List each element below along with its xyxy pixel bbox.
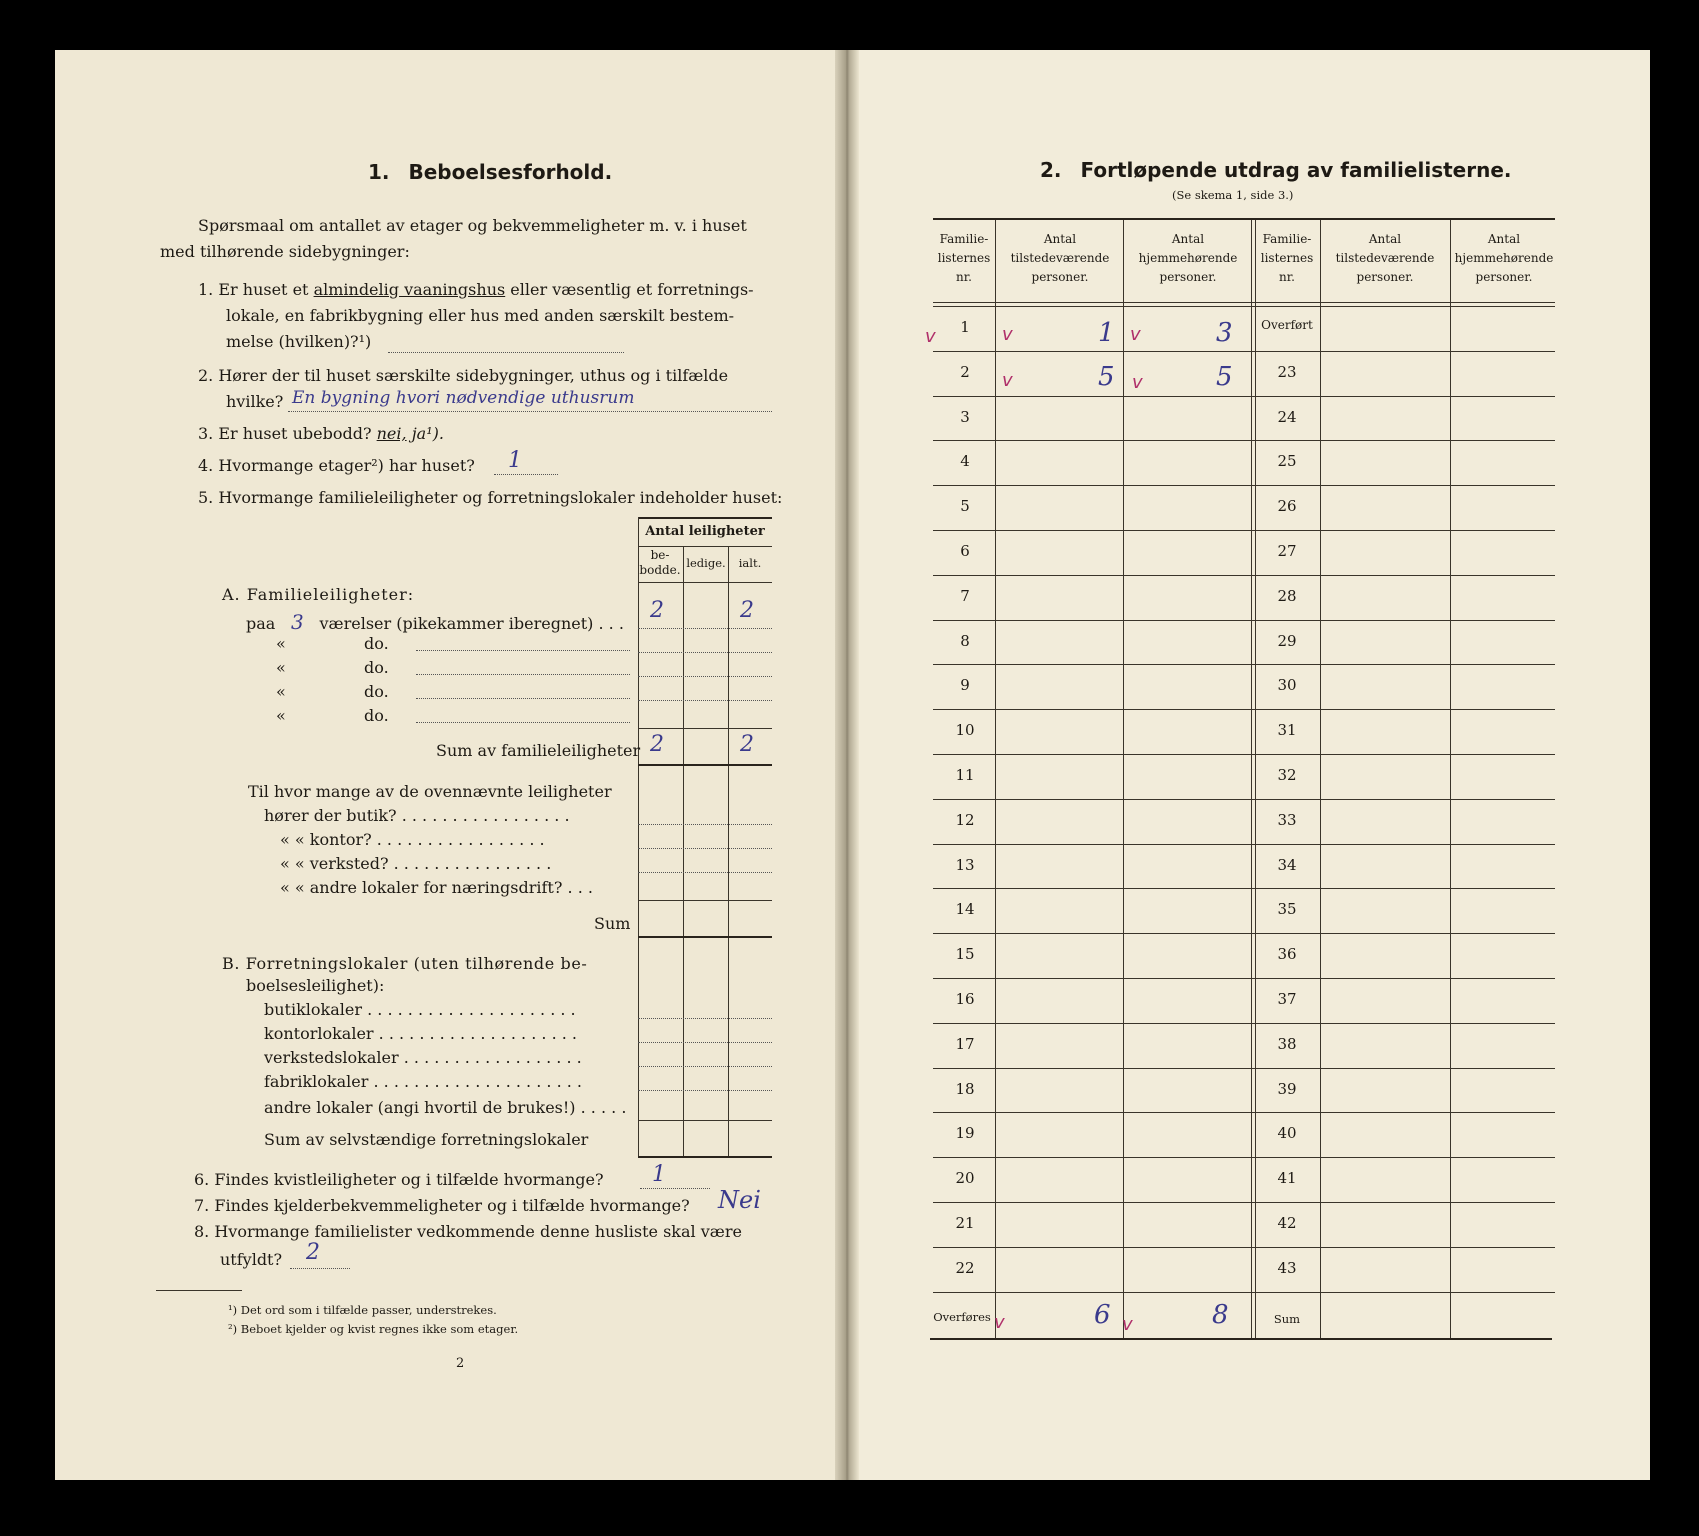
row-rule [933, 530, 1555, 531]
q3-option-nei: nei, [376, 424, 407, 443]
row-number-left: 16 [955, 990, 975, 1008]
question-1-line-3: melse (hvilken)?¹) [226, 332, 372, 351]
question-4: 4. Hvormange etager²) har huset? [198, 456, 475, 475]
row-number-right: 31 [1277, 721, 1297, 740]
row-number-left: 17 [955, 1034, 975, 1053]
a-row-3-dots [416, 674, 630, 675]
section-1-title [368, 160, 612, 184]
question-2-line-2: hvilke? [226, 392, 284, 411]
row-2-tilst-check: v [1002, 370, 1013, 391]
row-number-right: 28 [1277, 586, 1297, 605]
row-number-right: 24 [1277, 407, 1297, 426]
col-divider-4 [1320, 220, 1321, 1338]
row-number-right: 26 [1277, 497, 1297, 516]
q3-option-ja: ja¹). [411, 424, 444, 443]
a-sum-ialt-value: 2 [740, 732, 754, 757]
row-1-hjem-check: v [1130, 324, 1141, 345]
question-7: 7. Findes kjelderbekvemmeligheter og i tilfælde hvormange? [194, 1196, 690, 1215]
a-row-3-do: do. [364, 658, 389, 677]
kontor-rule [638, 848, 772, 849]
col-ledige: ledige. [686, 556, 726, 570]
b-butiklokaler: butiklokaler . . . . . . . . . . . . . . . . . . . . . [264, 1000, 576, 1019]
a-row-2-dots [416, 650, 630, 651]
row-2-hjem-check: v [1132, 372, 1143, 393]
b-row-2-rule [638, 1042, 772, 1043]
row-number-right: 38 [1277, 1034, 1297, 1053]
a-row-5-do: do. [364, 706, 389, 725]
q6-answer-line [640, 1188, 710, 1189]
row-number-left: 18 [955, 1079, 975, 1098]
b-fabriklokaler: fabriklokaler . . . . . . . . . . . . . . . . . . . . . [264, 1072, 582, 1091]
a-row-1-text: værelser (pikekammer iberegnet) . . . [319, 614, 624, 633]
apartments-table-top-rule [638, 517, 772, 519]
a-row-4-dots [416, 698, 630, 699]
row-number-left: 21 [955, 1214, 975, 1232]
row-number-right: 29 [1277, 631, 1297, 650]
row-1-hjemmehorende-value: 3 [1216, 318, 1233, 348]
row-number-left: 7 [960, 586, 970, 605]
row-rule [933, 1202, 1555, 1203]
q1-text-b: eller væsentlig et forretnings- [510, 280, 754, 299]
shops-question-andre: « « andre lokaler for næringsdrift? . . . [280, 878, 593, 897]
b-andre-lokaler: andre lokaler (angi hvortil de brukes!) . . . . . [264, 1098, 627, 1117]
question-8-line-2: utfyldt? [220, 1250, 283, 1269]
a-row-1-paa: paa [246, 614, 276, 633]
row-number-right: 36 [1277, 945, 1297, 964]
section-number: 1. [368, 160, 390, 184]
row-number-left: 15 [955, 945, 975, 964]
question-2-line-1: 2. Hører der til huset særskilte sidebygninger, uthus og i tilfælde [198, 366, 729, 385]
row-number-left: 12 [955, 810, 975, 829]
section-2-title [1040, 158, 1511, 182]
intro-line-1: Spørsmaal om antallet av etager og bekvemmeligheter m. v. i huset [198, 216, 747, 235]
shops-question-verksted: « « verksted? . . . . . . . . . . . . . . . . [280, 854, 552, 873]
apartments-subhead-rule [638, 546, 772, 547]
q7-handwritten-answer: Nei [718, 1186, 761, 1214]
q2-answer-line [288, 411, 772, 412]
a-row-3-ditto: « [276, 658, 286, 677]
row-number-left: 13 [955, 855, 975, 874]
row-number-right: 25 [1277, 452, 1297, 471]
row-number-right: 37 [1277, 990, 1297, 1008]
row-rule [933, 575, 1555, 576]
question-3 [198, 424, 444, 443]
a-row-1-bebodde-value: 2 [650, 598, 664, 623]
q1-answer-line [388, 352, 624, 353]
header-hjemmehorende-right: Antal hjemmehørende personer. [1454, 232, 1554, 284]
row-number-left: 14 [955, 900, 975, 919]
extract-table-bottom-rule [930, 1338, 1552, 1340]
row-1-margin-check: v [925, 326, 936, 347]
a-row-1-rooms-handwritten: 3 [291, 610, 304, 634]
row-rule [933, 1157, 1555, 1158]
row-rule [933, 844, 1555, 845]
row-rule [933, 933, 1555, 934]
overfores-hjem-check: v [1122, 1314, 1133, 1335]
b-row-3-rule [638, 1066, 772, 1067]
row-number-right: 39 [1277, 1079, 1297, 1098]
a-row-2-rule [638, 652, 772, 653]
question-8-line-1: 8. Hvormange familielister vedkommende denne husliste skal være [194, 1222, 742, 1241]
row-number-left: 6 [960, 542, 970, 560]
a-row-2-do: do. [364, 634, 389, 653]
table-left-border [638, 517, 639, 1157]
row-rule [933, 888, 1555, 889]
row-rule [933, 799, 1555, 800]
col-ialt: ialt. [738, 556, 762, 570]
row-number-right: 23 [1277, 362, 1297, 381]
row-number-left: 9 [960, 676, 970, 695]
row-rule [933, 620, 1555, 621]
b-row-1-rule [638, 1018, 772, 1019]
q4-handwritten-answer: 1 [508, 448, 522, 473]
row-number-left: 22 [955, 1258, 975, 1277]
question-6: 6. Findes kvistleiligheter og i tilfælde hvormange? [194, 1170, 604, 1189]
section-title-text: Beboelsesforhold. [408, 160, 613, 184]
header-tilstedevaerende-left: Antal tilstedeværende personer. [1010, 232, 1110, 284]
shops-sum-rule [638, 936, 772, 938]
shops-question-kontor: « « kontor? . . . . . . . . . . . . . . . . . [280, 830, 545, 849]
a-row-1-ialt-value: 2 [740, 598, 754, 623]
a-row-5-dots [416, 722, 630, 723]
overfores-hjemmehorende-value: 8 [1212, 1300, 1229, 1330]
b-row-5-rule [638, 1120, 772, 1121]
header-tilstedevaerende-right: Antal tilstedeværende personer. [1335, 232, 1435, 284]
question-1-line-2: lokale, en fabrikbygning eller hus med anden særskilt bestem- [226, 306, 735, 325]
row-rule [933, 978, 1555, 979]
header-familielistenes-nr-right: Familie-listernes nr. [1260, 232, 1314, 284]
row-rule [933, 754, 1555, 755]
b-row-4-rule [638, 1090, 772, 1091]
section-a-title: A. Familieleiligheter: [222, 585, 415, 604]
a-row-4-ditto: « [276, 682, 286, 701]
row-rule [933, 396, 1555, 397]
row-1-tilst-check: v [1002, 324, 1013, 345]
q6-handwritten-answer: 1 [652, 1162, 666, 1187]
row-number-right: 40 [1277, 1124, 1297, 1143]
a-row-4-do: do. [364, 682, 389, 701]
shops-question-butik: hører der butik? . . . . . . . . . . . . . . . . . [264, 806, 570, 825]
book-gutter [835, 50, 859, 1480]
overfores-label: Overføres [933, 1310, 991, 1324]
row-rule [933, 1292, 1555, 1293]
apartments-table-head: Antal leiligheter [645, 524, 765, 539]
shops-question-line-1: Til hvor mange av de ovennævnte leiligheter [248, 782, 612, 801]
row-number-right: Overført [1261, 318, 1313, 332]
row-number-right: 27 [1277, 542, 1297, 560]
col-divider-1 [995, 220, 996, 1338]
row-2-tilstedevaerende-value: 5 [1098, 362, 1115, 392]
a-sum-rule [638, 764, 772, 766]
row-number-right: 43 [1277, 1258, 1297, 1277]
verksted-rule [638, 872, 772, 873]
footnote-1: ¹) Det ord som i tilfælde passer, understrekes. [228, 1303, 497, 1317]
col-bebodde: be-bodde. [639, 548, 681, 577]
section-2-number: 2. [1040, 158, 1062, 182]
a-row-1-label [246, 610, 624, 634]
row-rule [933, 351, 1555, 352]
row-number-left: 19 [955, 1124, 975, 1143]
row-1-tilstedevaerende-value: 1 [1098, 318, 1115, 348]
row-rule [933, 709, 1555, 710]
row-number-right: 32 [1277, 766, 1297, 784]
row-rule [933, 1112, 1555, 1113]
row-number-left: 3 [960, 407, 970, 426]
q2-handwritten-answer: En bygning hvori nødvendige uthusrum [292, 388, 635, 408]
footnote-2: ²) Beboet kjelder og kvist regnes ikke som etager. [228, 1322, 519, 1336]
row-number-right: 34 [1277, 855, 1297, 874]
overfores-tilst-check: v [994, 1312, 1005, 1333]
row-number-left: 11 [955, 766, 975, 784]
row-rule [933, 1023, 1555, 1024]
col-divider-2 [1123, 220, 1124, 1338]
butik-rule [638, 824, 772, 825]
row-number-right: 33 [1277, 810, 1297, 829]
q3-text: 3. Er huset ubebodd? [198, 424, 372, 443]
row-number-left: 10 [955, 721, 975, 740]
row-rule [933, 1068, 1555, 1069]
a-row-2-ditto: « [276, 634, 286, 653]
q1-text: 1. Er huset et [198, 280, 309, 299]
b-verkstedslokaler: verkstedslokaler . . . . . . . . . . . . . . . . . . [264, 1048, 582, 1067]
section-2-subtitle: (Se skema 1, side 3.) [1172, 188, 1294, 202]
row-rule [933, 485, 1555, 486]
q1-underlined-answer: almindelig vaaningshus [313, 280, 506, 299]
section-b-line-1: B. Forretningslokaler (uten tilhørende be- [222, 954, 588, 973]
row-number-right: 42 [1277, 1214, 1297, 1232]
col-divider-center-double [1251, 220, 1256, 1338]
page-number: 2 [456, 1356, 465, 1371]
intro-line-2: med tilhørende sidebygninger: [160, 242, 410, 261]
section-2-title-text: Fortløpende utdrag av familielisterne. [1080, 158, 1512, 182]
extract-table-head-rule-1 [933, 302, 1555, 303]
andre-rule [638, 900, 772, 901]
row-number-right: 35 [1277, 900, 1297, 919]
a-row-5-ditto: « [276, 706, 286, 725]
row-rule [933, 1247, 1555, 1248]
b-sum-label: Sum av selvstændige forretningslokaler [264, 1130, 589, 1149]
overfores-tilstedevaerende-value: 6 [1094, 1300, 1111, 1330]
footnote-separator [156, 1290, 242, 1291]
q4-answer-line [494, 474, 558, 475]
section-b-line-2: boelsesleilighet): [246, 976, 385, 995]
shops-sum-label: Sum [594, 914, 631, 933]
row-number-right: 41 [1277, 1169, 1297, 1188]
a-row-5-rule [638, 728, 772, 729]
row-number-left: 2 [960, 362, 970, 381]
row-number-left: 1 [960, 318, 970, 336]
b-sum-rule [638, 1156, 772, 1158]
row-rule [933, 440, 1555, 441]
row-number-left: 8 [960, 631, 970, 650]
apartments-head-bottom-rule [638, 582, 772, 583]
q8-handwritten-answer: 2 [306, 1240, 320, 1265]
question-1-line-1 [198, 280, 754, 299]
b-kontorlokaler: kontorlokaler . . . . . . . . . . . . . . . . . . . . [264, 1024, 577, 1043]
a-sum-bebodde-value: 2 [650, 732, 664, 757]
a-row-4-rule [638, 700, 772, 701]
row-rule [933, 664, 1555, 665]
row-number-left: 5 [960, 497, 970, 516]
row-number-right: 30 [1277, 676, 1297, 695]
extract-table-top-rule [933, 218, 1555, 220]
a-row-3-rule [638, 676, 772, 677]
a-row-1-rule [638, 628, 772, 629]
row-number-left: 20 [955, 1169, 975, 1188]
a-sum-label: Sum av familieleiligheter [436, 741, 641, 760]
extract-table-head-rule-2 [933, 306, 1555, 307]
question-5: 5. Hvormange familieleiligheter og forretningslokaler indeholder huset: [198, 488, 783, 507]
q8-answer-line [290, 1268, 350, 1269]
sum-label: Sum [1273, 1312, 1301, 1326]
row-2-hjemmehorende-value: 5 [1216, 362, 1233, 392]
col-divider-5 [1450, 220, 1451, 1338]
header-familielistenes-nr-left: Familie-listernes nr. [937, 232, 991, 284]
header-hjemmehorende-left: Antal hjemmehørende personer. [1138, 232, 1238, 284]
row-number-left: 4 [960, 452, 970, 471]
